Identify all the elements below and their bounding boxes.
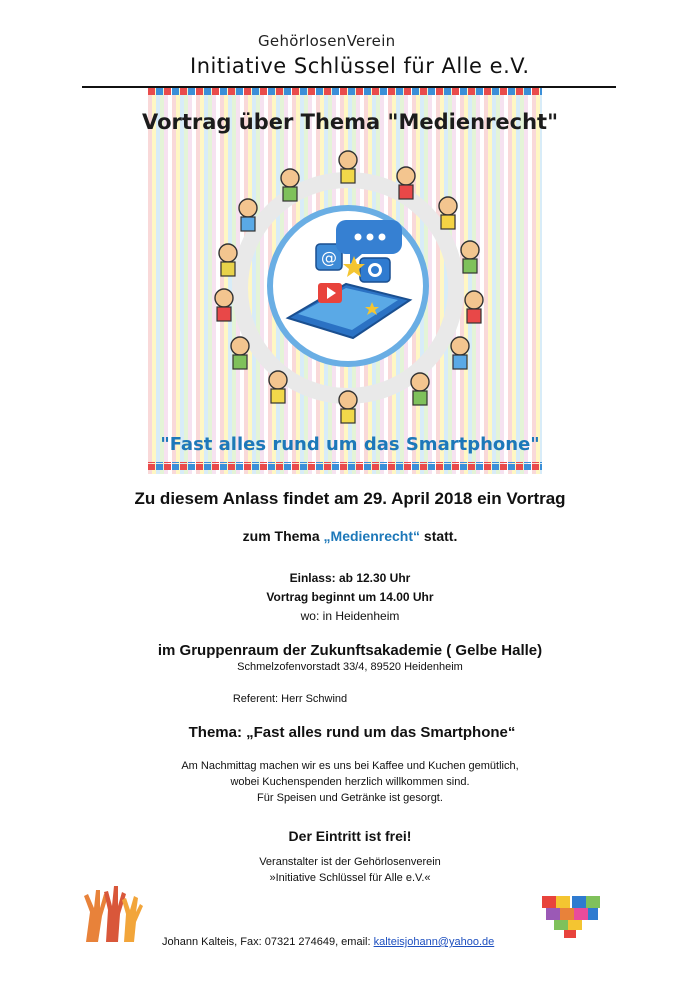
bottom-border bbox=[148, 462, 542, 470]
topic-suffix: statt. bbox=[420, 528, 458, 544]
poster-title: Vortrag über Thema "Medienrecht" bbox=[141, 110, 559, 134]
topic-prefix: zum Thema bbox=[242, 528, 324, 544]
org-name-large: Initiative Schlüssel für Alle e.V. bbox=[190, 54, 530, 78]
topic-highlight: „Medienrecht“ bbox=[323, 528, 421, 544]
organizer-line-1: Veranstalter ist der Gehörlosenverein bbox=[259, 856, 441, 868]
event-topic bbox=[0, 528, 700, 544]
top-border bbox=[148, 88, 542, 95]
afternoon-line-3: Für Speisen und Getränke ist gesorgt. bbox=[257, 792, 443, 804]
venue-address: Schmelzofenvorstadt 33/4, 89520 Heidenheim bbox=[237, 661, 463, 673]
contact-email-link[interactable]: kalteisjohann@yahoo.de bbox=[373, 936, 495, 948]
location-city: wo: in Heidenheim bbox=[300, 609, 400, 623]
talk-theme: Thema: „Fast alles rund um das Smartphone“ bbox=[188, 724, 516, 741]
svg-text:@: @ bbox=[321, 248, 337, 267]
afternoon-line-1: Am Nachmittag machen wir es uns bei Kaffee und Kuchen gemütlich, bbox=[181, 760, 519, 772]
org-name-small: GehörlosenVerein bbox=[258, 32, 396, 50]
puzzle-heart-icon bbox=[536, 890, 606, 942]
raised-hands-icon bbox=[80, 882, 144, 944]
speaker: Referent: Herr Schwind bbox=[232, 693, 348, 705]
start-time: Vortrag beginnt um 14.00 Uhr bbox=[266, 590, 434, 604]
event-poster bbox=[148, 88, 542, 474]
entry-time: Einlass: ab 12.30 Uhr bbox=[289, 571, 411, 585]
organizer-line-2: »Initiative Schlüssel für Alle e.V.« bbox=[269, 872, 431, 884]
contact-footer bbox=[162, 936, 494, 948]
free-entry: Der Eintritt ist frei! bbox=[288, 828, 412, 844]
poster-subtitle: "Fast alles rund um das Smartphone" bbox=[160, 434, 540, 455]
venue: im Gruppenraum der Zukunftsakademie ( Gelbe Halle) bbox=[157, 642, 543, 659]
contact-text: Johann Kalteis, Fax: 07321 274649, email: bbox=[162, 936, 374, 948]
poster-artwork bbox=[148, 88, 542, 474]
event-announcement: Zu diesem Anlass findet am 29. April 2018 ein Vortrag bbox=[134, 489, 566, 508]
afternoon-line-2: wobei Kuchenspenden herzlich willkommen sind. bbox=[230, 776, 470, 788]
